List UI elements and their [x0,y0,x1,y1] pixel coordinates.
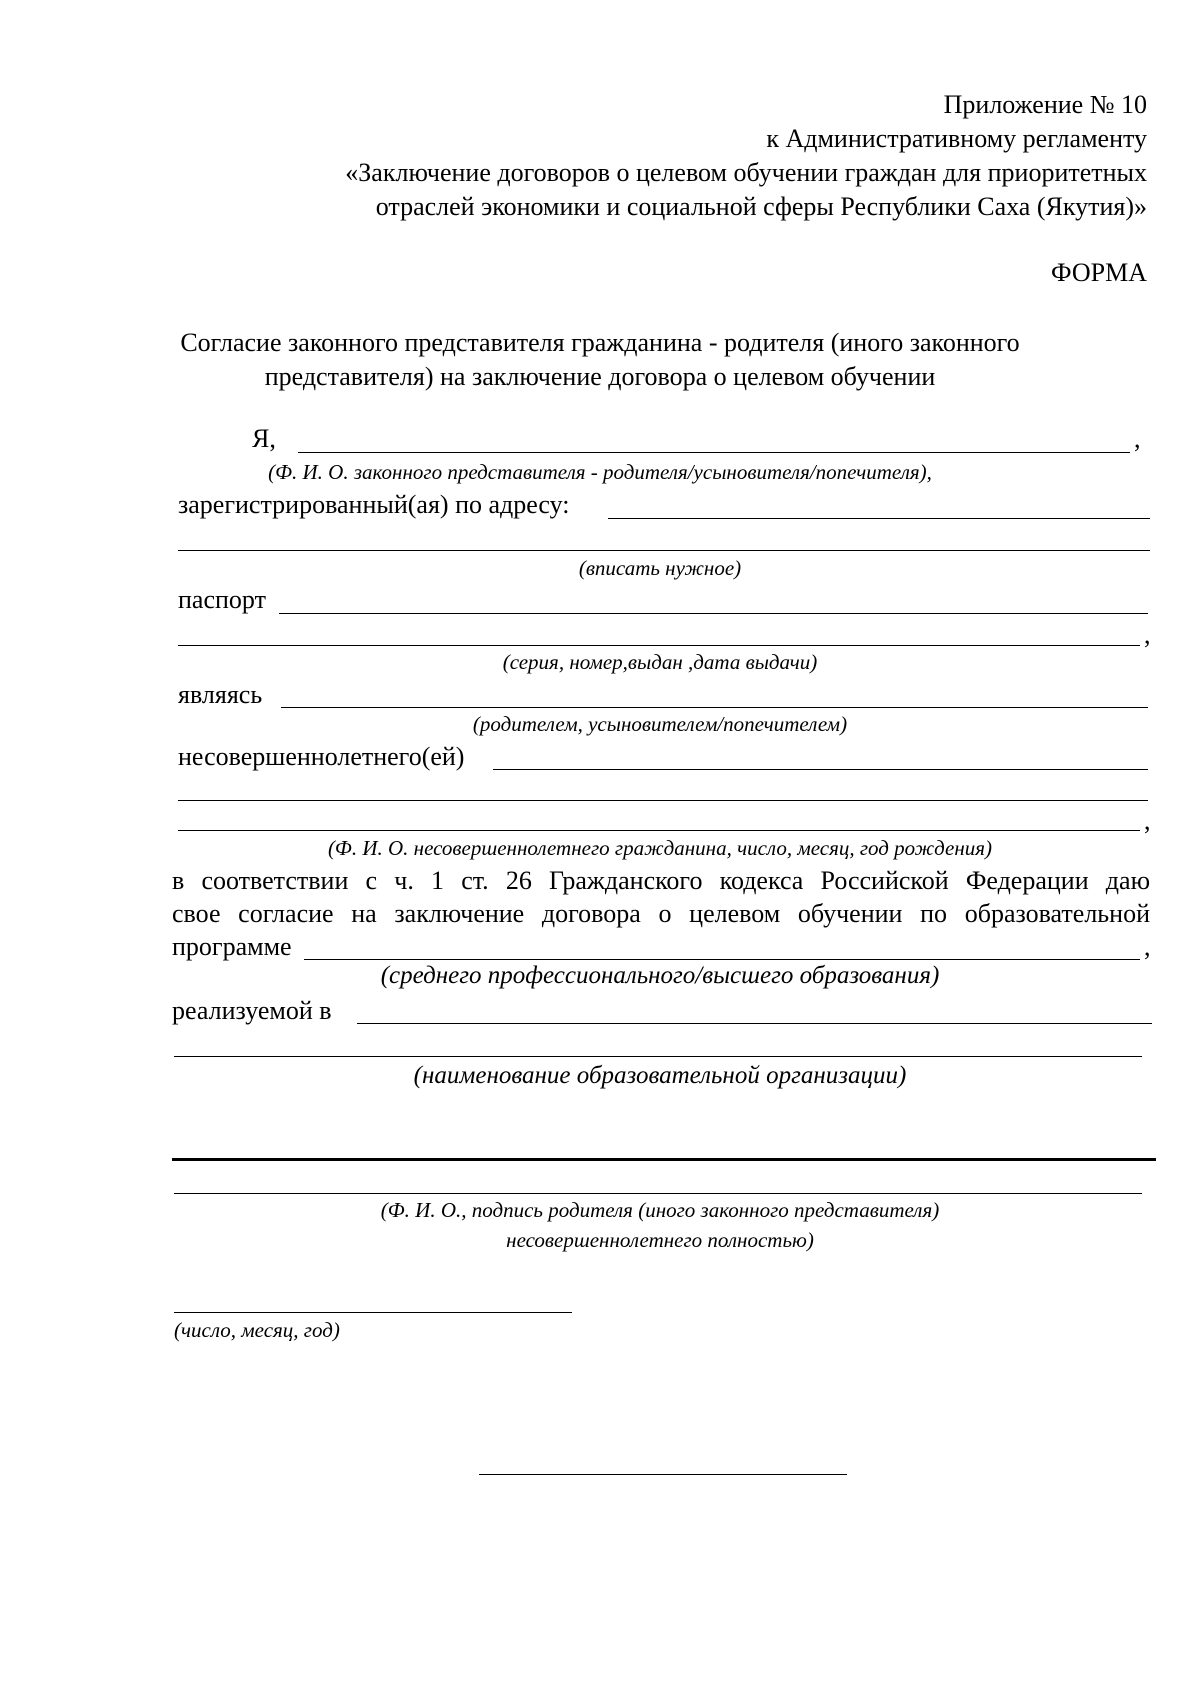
document-title-line-1: Согласие законного представителя гражданина - родителя (иного законного [180,328,1020,357]
being-hint: (родителем, усыновителем/попечителем) [472,712,848,736]
signature-hint-line-2: несовершеннолетнего полностью) [506,1228,814,1252]
signature-hint-line-1: (Ф. И. О., подпись родителя (иного законного представителя) [380,1198,940,1222]
realized-label: реализуемой в [172,996,332,1025]
passport-hint: (серия, номер,выдан ,дата выдачи) [502,650,818,674]
minor-hint: (Ф. И. О. несовершеннолетнего гражданина, число, месяц, год рождения) [327,836,993,860]
being-line[interactable] [281,707,1148,708]
address-label: зарегистрированный(ая) по адресу: [178,490,570,519]
organization-hint: (наименование образовательной организации) [413,1062,907,1089]
passport-line-2[interactable] [178,645,1140,646]
comma: , [1144,932,1151,961]
signature-line[interactable] [174,1193,1142,1194]
appendix-regulation-title-2: отраслей экономики и социальной сферы Республики Саха (Якутия)» [375,192,1147,221]
consent-text-line-1: в соответствии с ч. 1 ст. 26 Гражданского кодекса Российской Федерации даю [172,866,1150,895]
date-line[interactable] [174,1312,572,1313]
signature-line-thick[interactable] [172,1158,1156,1161]
being-label: являясь [178,680,263,709]
program-label: программе [172,932,292,961]
passport-label: паспорт [178,585,266,614]
program-line[interactable] [304,959,1140,960]
document-title-line-2: представителя) на заключение договора о целевом обучении [264,362,936,391]
organization-line-2[interactable] [174,1056,1142,1057]
minor-label: несовершеннолетнего(ей) [178,742,465,771]
address-line-2[interactable] [178,550,1150,551]
minor-line-3[interactable] [178,830,1140,831]
representative-name-hint: (Ф. И. О. законного представителя - родителя/усыновителя/попечителя), [268,460,932,484]
ya-label: Я, [252,424,276,453]
minor-line-1[interactable] [493,769,1148,770]
organization-line-1[interactable] [357,1023,1152,1024]
form-label: ФОРМА [1051,258,1147,287]
appendix-regulation-title-1: «Заключение договоров о целевом обучении граждан для приоритетных [345,158,1147,187]
date-hint: (число, месяц, год) [174,1318,340,1342]
comma: , [1144,620,1151,649]
appendix-regulation: к Административному регламенту [766,124,1147,153]
program-hint: (среднего профессионального/высшего образования) [380,962,940,989]
appendix-number: Приложение № 10 [943,90,1147,119]
address-hint: (вписать нужное) [578,556,742,580]
comma: , [1144,806,1151,835]
minor-line-2[interactable] [178,800,1148,801]
representative-name-line[interactable] [298,452,1130,453]
end-separator-line [479,1474,847,1475]
comma: , [1134,424,1141,453]
address-line-1[interactable] [608,518,1150,519]
consent-text-line-2: свое согласие на заключение договора о целевом обучении по образовательной [172,899,1150,928]
passport-line-1[interactable] [279,613,1148,614]
